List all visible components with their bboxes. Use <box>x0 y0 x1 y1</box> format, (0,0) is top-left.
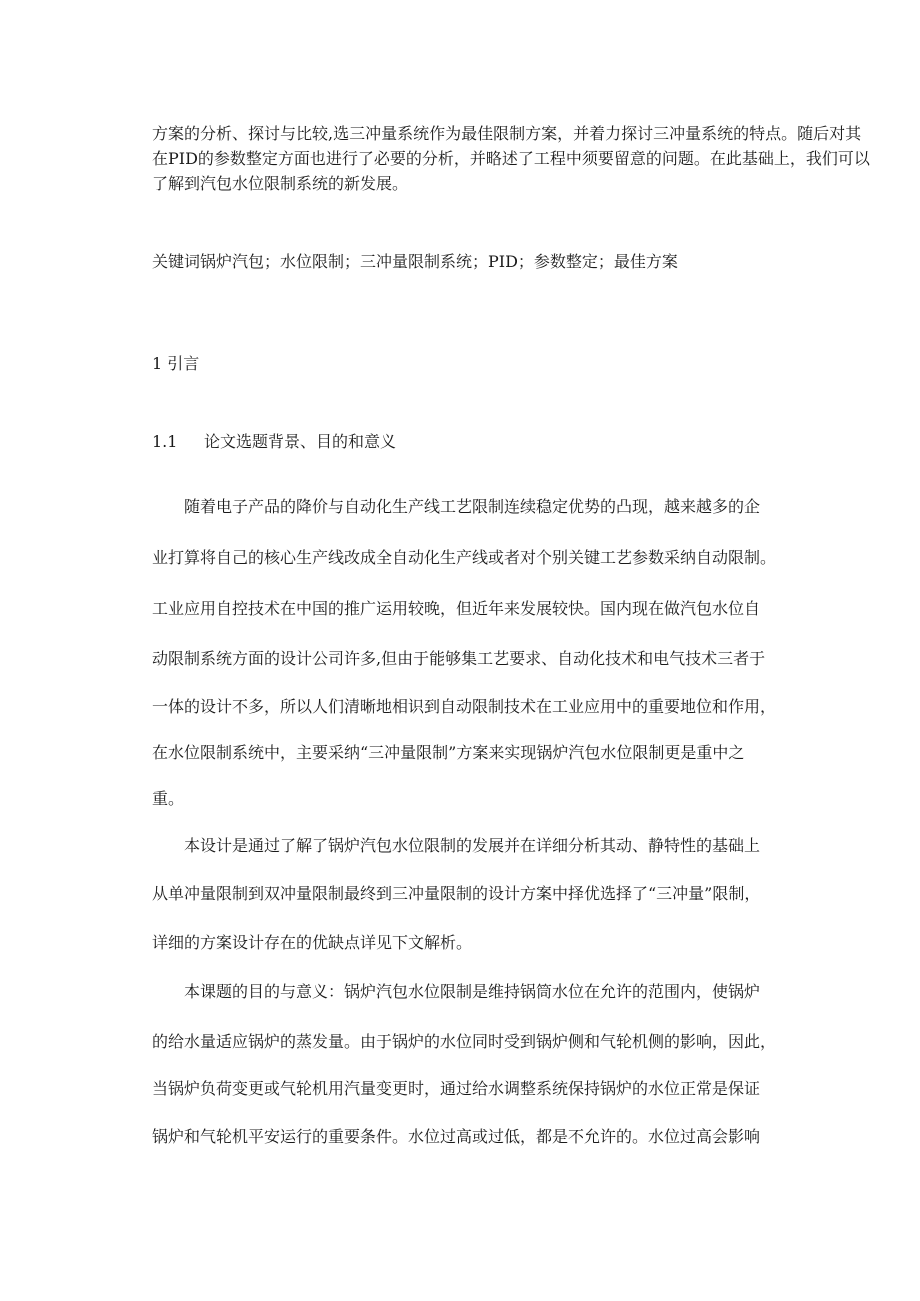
body-line: 动限制系统方面的设计公司许多,但由于能够集工艺要求、自动化技术和电气技术三者于 <box>152 649 766 668</box>
body-line: 本课题的目的与意义：锅炉汽包水位限制是维持锅筒水位在允许的范围内，使锅炉 <box>184 982 761 1001</box>
body-line: 随着电子产品的降价与自动化生产线工艺限制连续稳定优势的凸现，越来越多的企 <box>184 497 761 516</box>
section-title: 引言 <box>167 354 200 373</box>
body-line: 业打算将自己的核心生产线改成全自动化生产线或者对个别关键工艺参数采纳自动限制。 <box>152 548 777 567</box>
body-line: 从单冲量限制到双冲量限制最终到三冲量限制的设计方案中择优选择了“三冲量”限制， <box>152 884 761 903</box>
keywords-line: 关键词锅炉汽包；水位限制；三冲量限制系统；PID；参数整定；最佳方案 <box>152 252 678 271</box>
body-line: 的给水量适应锅炉的蒸发量。由于锅炉的水位同时受到锅炉侧和气轮机侧的影响，因此， <box>152 1032 777 1051</box>
subsection-title: 论文选题背景、目的和意义 <box>204 432 397 451</box>
subsection-number: 1.1 <box>152 432 178 451</box>
abstract-paragraph: 方案的分析、探讨与比较,选三冲量系统作为最佳限制方案，并着力探讨三冲量系统的特点。随后对其在PID的参数整定方面也进行了必要的分析，并略述了工程中须要留意的问题。在此基础上，我们可以了解到汽包水位限制系统的新发展。 <box>152 124 870 193</box>
body-line: 本设计是通过了解了锅炉汽包水位限制的发展并在详细分析其动、静特性的基础上 <box>184 836 761 855</box>
body-line: 重。 <box>152 789 185 808</box>
body-line: 当锅炉负荷变更或气轮机用汽量变更时，通过给水调整系统保持锅炉的水位正常是保证 <box>152 1079 761 1098</box>
body-line: 详细的方案设计存在的优缺点详见下文解析。 <box>152 933 473 952</box>
section-number: 1 <box>152 354 163 373</box>
section-heading-1-1 <box>152 429 396 454</box>
body-line: 一体的设计不多，所以人们清晰地相识到自动限制技术在工业应用中的重要地位和作用， <box>152 697 777 716</box>
section-heading-1 <box>152 351 199 376</box>
body-line: 在水位限制系统中，主要采纳“三冲量限制”方案来实现锅炉汽包水位限制更是重中之 <box>152 743 745 762</box>
body-line: 工业应用自控技术在中国的推广运用较晚，但近年来发展较快。国内现在做汽包水位自 <box>152 599 761 618</box>
body-line: 锅炉和气轮机平安运行的重要条件。水位过高或过低，都是不允许的。水位过高会影响 <box>152 1127 761 1146</box>
